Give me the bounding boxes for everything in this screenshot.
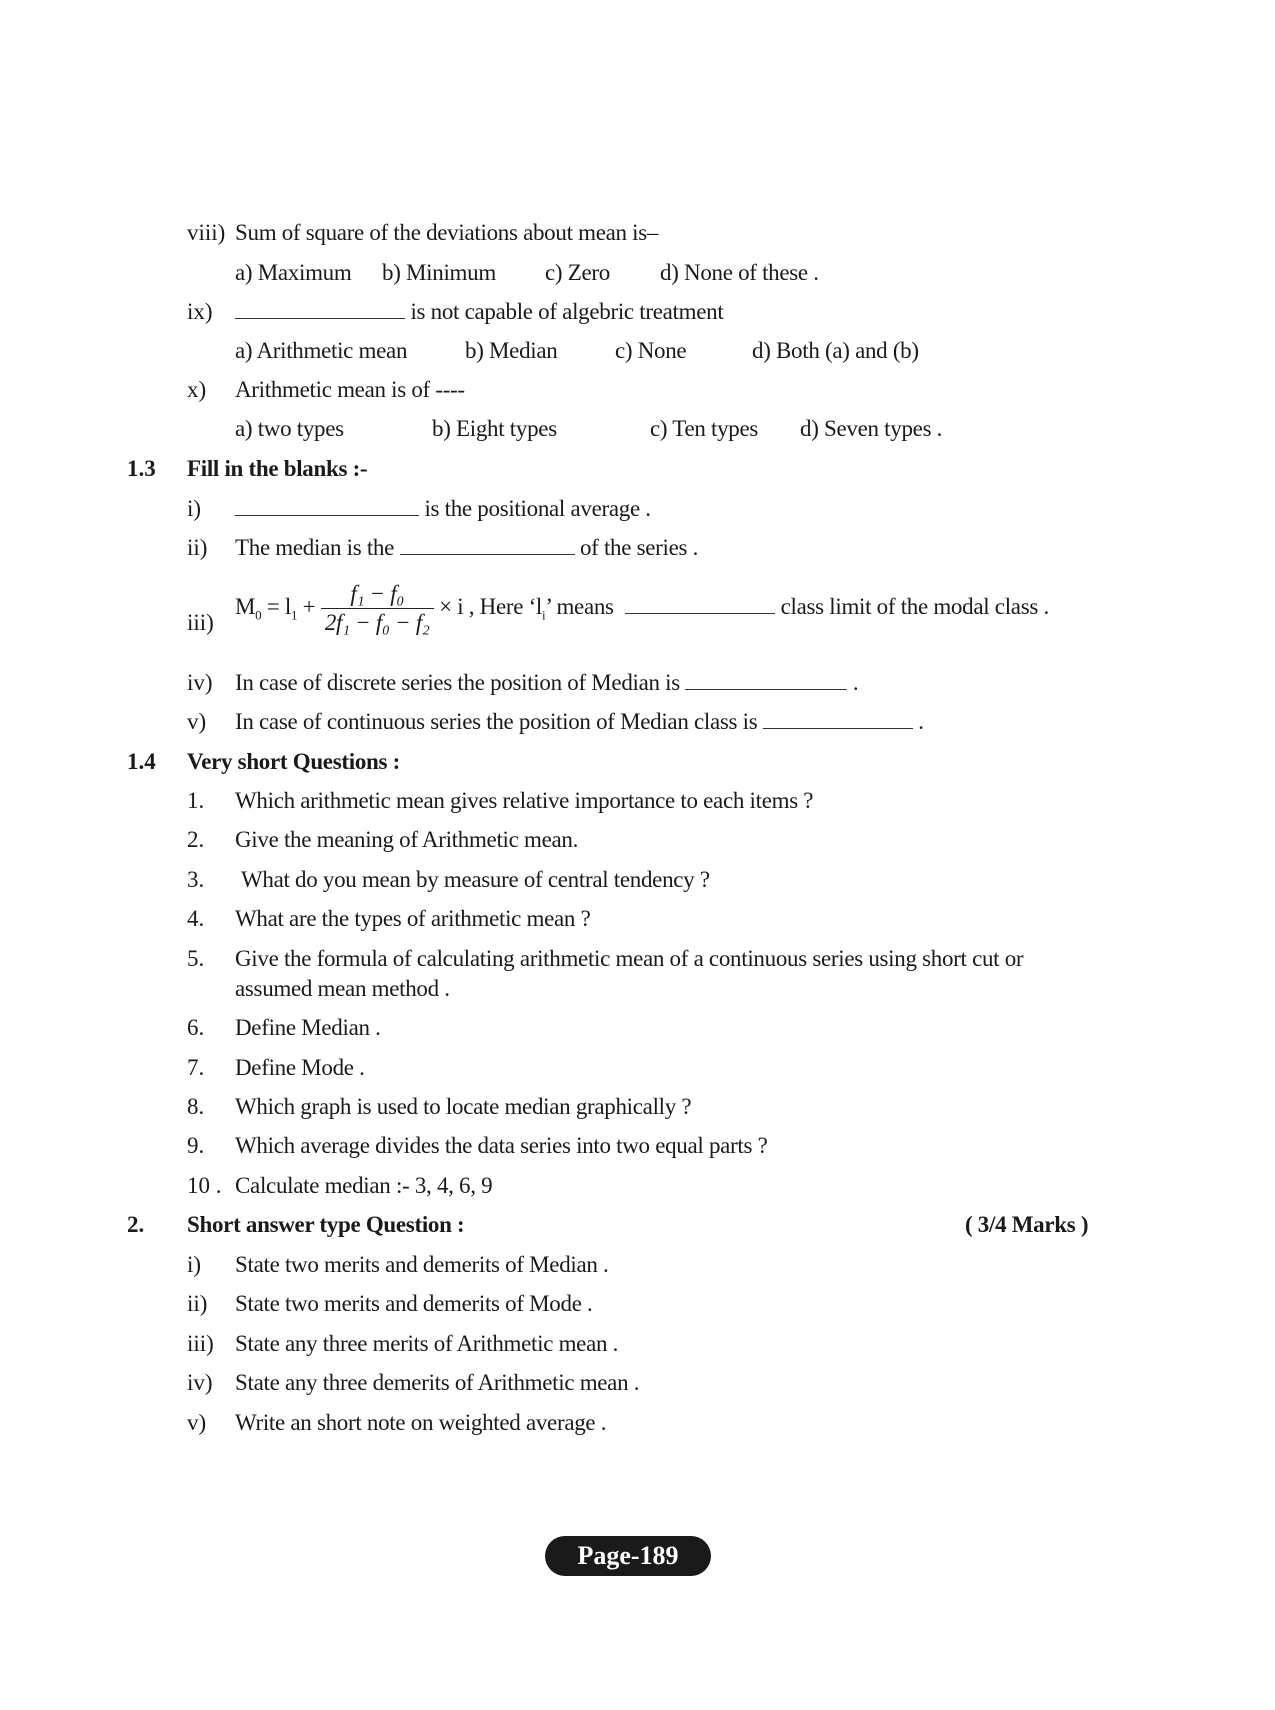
saq-number: ii) (187, 1291, 208, 1316)
plus-sign: + (297, 593, 321, 619)
blank (685, 669, 847, 690)
q-x-number: x) (187, 377, 207, 402)
saq-text: State any three merits of Arithmetic mean . (235, 1331, 619, 1356)
vsq-number: 2. (187, 827, 205, 852)
vsq-number: 10 . (187, 1173, 222, 1198)
fill-iv-line (235, 668, 858, 698)
fill-ii-number: ii) (187, 535, 208, 560)
q-viii-option-b: b) Minimum (382, 260, 496, 285)
q-viii-option-c: c) Zero (545, 260, 610, 285)
q-ix-number: ix) (187, 299, 213, 324)
q-ix-option-d: d) Both (a) and (b) (752, 338, 919, 363)
fill-v-text-before: In case of continuous series the position of Median class is (235, 709, 758, 734)
vsq-number: 3. (187, 867, 205, 892)
q-viii-option-a: a) Maximum (235, 260, 352, 285)
saq-number: iii) (187, 1331, 214, 1356)
blank (235, 495, 419, 516)
fill-iii-text-after: class limit of the modal class . (780, 593, 1049, 619)
vsq-number: 6. (187, 1015, 205, 1040)
fill-iv-text-before: In case of discrete series the position of Median is (235, 670, 680, 695)
section-2-number: 2. (127, 1212, 145, 1237)
vsq-text: Which arithmetic mean gives relative importance to each items ? (235, 788, 814, 813)
fill-iv-text-after: . (852, 670, 859, 695)
q-viii-text: Sum of square of the deviations about mean is– (235, 220, 659, 245)
vsq-number: 1. (187, 788, 205, 813)
l-subscript: 1 (291, 607, 298, 623)
q-viii-number: viii) (187, 220, 226, 245)
mode-symbol: M (235, 593, 256, 619)
q-viii-option-d: d) None of these . (660, 260, 819, 285)
page-number-badge: Page-189 (545, 1536, 711, 1576)
vsq-number: 8. (187, 1094, 205, 1119)
saq-text: Write an short note on weighted average . (235, 1410, 607, 1435)
fill-i-text: is the positional average . (424, 496, 651, 521)
q-ix-line (235, 297, 723, 327)
saq-text: State any three demerits of Arithmetic mean . (235, 1370, 640, 1395)
times-here: × i , Here ‘l (439, 593, 543, 619)
vsq-number: 7. (187, 1055, 205, 1080)
q-x-option-c: c) Ten types (650, 416, 759, 441)
blank (400, 534, 575, 555)
fill-iii-formula-line (235, 580, 1049, 637)
q-ix-option-c: c) None (615, 338, 687, 363)
vsq-text: Which graph is used to locate median graphically ? (235, 1094, 692, 1119)
q-x-option-d: d) Seven types . (800, 416, 943, 441)
blank (235, 298, 405, 319)
saq-number: i) (187, 1252, 202, 1277)
fill-iii-number: iii) (187, 610, 214, 635)
fill-ii-line (235, 533, 698, 563)
section-2-title: Short answer type Question : (187, 1212, 465, 1237)
saq-number: iv) (187, 1370, 213, 1395)
q-x-option-b: b) Eight types (432, 416, 557, 441)
fill-v-number: v) (187, 709, 207, 734)
saq-text: State two merits and demerits of Mode . (235, 1291, 593, 1316)
saq-number: v) (187, 1410, 207, 1435)
vsq-text: Which average divides the data series into two equal parts ? (235, 1133, 768, 1158)
vsq-text: Define Median . (235, 1015, 381, 1040)
q-ix-text: is not capable of algebric treatment (410, 299, 724, 324)
vsq-number: 4. (187, 906, 205, 931)
mode-subscript: 0 (255, 607, 262, 623)
vsq-text-continued: assumed mean method . (235, 976, 450, 1001)
q-ix-option-b: b) Median (465, 338, 558, 363)
mode-fraction (321, 580, 434, 637)
vsq-text: Calculate median :- 3, 4, 6, 9 (235, 1173, 493, 1198)
vsq-number: 9. (187, 1133, 205, 1158)
fill-v-text-after: . (918, 709, 924, 734)
q-x-text: Arithmetic mean is of ---- (235, 377, 465, 402)
fill-i-line (235, 494, 651, 524)
means-text: ’ means (545, 593, 614, 619)
fraction-numerator: f₁ − f₀ (350, 581, 405, 606)
blank (763, 708, 913, 729)
fill-v-line (235, 707, 924, 737)
fill-ii-text-before: The median is the (235, 535, 395, 560)
vsq-number: 5. (187, 946, 205, 971)
here-subscript: i (542, 607, 546, 623)
equals-l: = l (261, 593, 292, 619)
section-1-4-number: 1.4 (127, 749, 156, 774)
fill-ii-text-after: of the series . (579, 535, 699, 560)
section-1-3-title: Fill in the blanks :- (187, 456, 368, 481)
vsq-text: Give the formula of calculating arithmetic mean of a continuous series using short cut or (235, 946, 1024, 971)
vsq-text: What do you mean by measure of central tendency ? (241, 867, 710, 892)
fraction-denominator: 2f₁ − f₀ − f₂ (321, 608, 434, 637)
section-2-marks: ( 3/4 Marks ) (965, 1212, 1089, 1237)
section-1-3-number: 1.3 (127, 456, 156, 481)
q-ix-option-a: a) Arithmetic mean (235, 338, 408, 363)
fill-i-number: i) (187, 496, 202, 521)
blank (625, 593, 775, 614)
vsq-text: What are the types of arithmetic mean ? (235, 906, 591, 931)
vsq-text: Give the meaning of Arithmetic mean. (235, 827, 579, 852)
vsq-text: Define Mode . (235, 1055, 365, 1080)
section-1-4-title: Very short Questions : (187, 749, 400, 774)
q-x-option-a: a) two types (235, 416, 344, 441)
fill-iv-number: iv) (187, 670, 213, 695)
saq-text: State two merits and demerits of Median . (235, 1252, 609, 1277)
